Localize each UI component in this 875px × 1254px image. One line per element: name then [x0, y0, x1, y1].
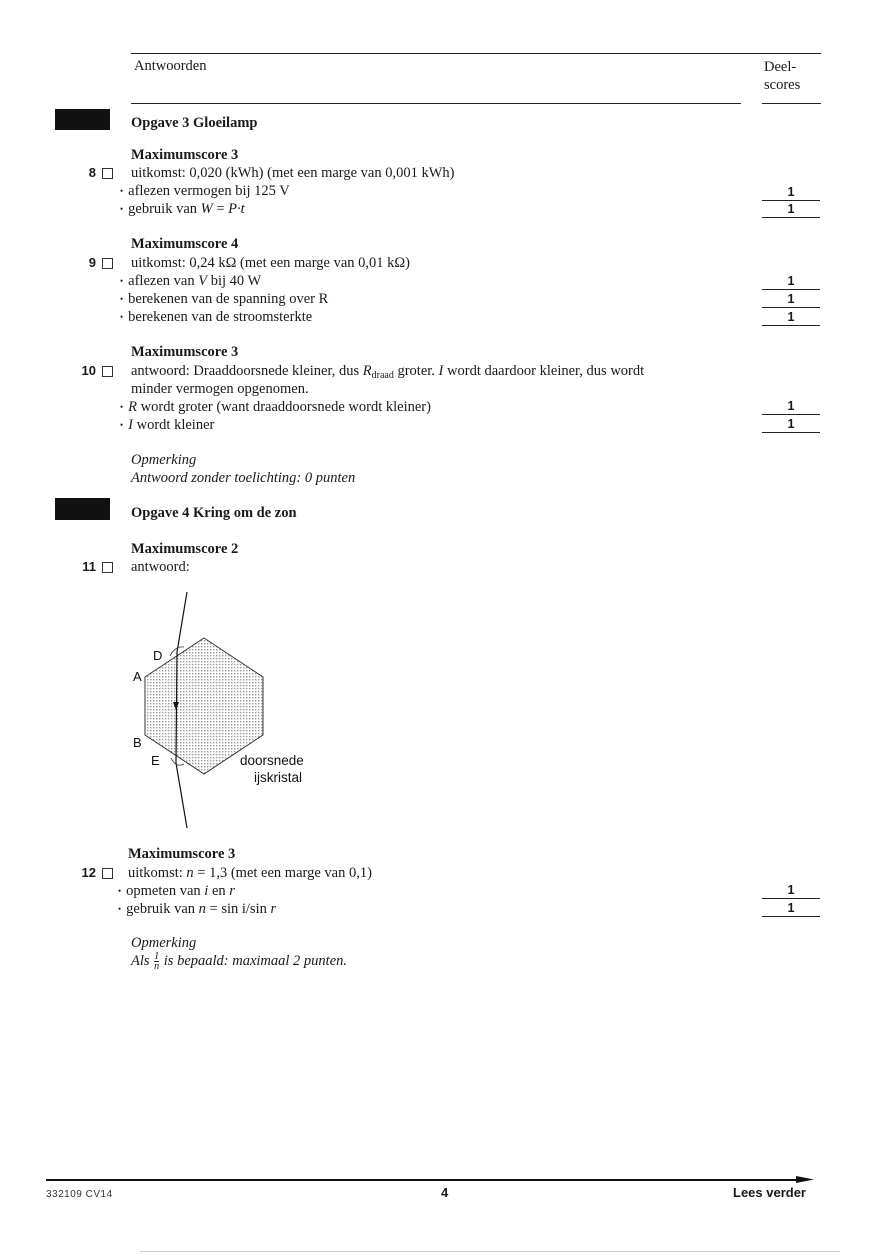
q10-checkbox	[102, 366, 113, 377]
caption-ijskristal: ijskristal	[254, 770, 303, 785]
q9-bullet-3: • berekenen van de stroomsterkte	[120, 308, 312, 327]
q8-bullet-2: • gebruik van W = P·t	[120, 200, 245, 219]
q10-bullet-2: • I wordt kleiner	[120, 416, 214, 435]
label-b: B	[133, 735, 142, 750]
q10-score-2: 1	[762, 417, 820, 433]
q10-maximumscore: Maximumscore 3	[131, 344, 239, 360]
top-rule	[131, 53, 821, 54]
q12-bullet-2: • gebruik van n = sin i/sin r	[118, 900, 276, 919]
footer-page-number: 4	[441, 1185, 449, 1200]
label-e: E	[151, 753, 160, 768]
q8-uitkomst: uitkomst: 0,020 (kWh) (met een marge van 0,001 kWh)	[131, 165, 455, 181]
footer-rule	[46, 1179, 806, 1181]
incident-ray	[177, 592, 187, 652]
q12-checkbox	[102, 868, 113, 879]
q9-checkbox	[102, 258, 113, 269]
q10-antwoord-line-2: minder vermogen opgenomen.	[131, 381, 309, 397]
exit-ray	[176, 763, 187, 828]
section-marker-3	[55, 109, 110, 130]
q8-number: 8	[88, 165, 96, 180]
q11-number: 11	[82, 559, 96, 574]
q8-bullet-1: • aflezen vermogen bij 125 V	[120, 182, 290, 201]
q12-opmerking: Opmerking	[131, 935, 197, 951]
q12-score-1: 1	[762, 883, 820, 899]
q8-score-1: 1	[762, 185, 820, 201]
section-marker-4	[55, 498, 110, 520]
footer-lees-verder: Lees verder	[733, 1185, 806, 1200]
q10-opmerking: Opmerking	[131, 452, 197, 468]
one-over-n-fraction: $\frac{1}{n}$	[154, 951, 160, 973]
header-rule-left	[131, 103, 741, 104]
q11-antwoord: antwoord:	[131, 559, 190, 575]
label-a: A	[133, 669, 142, 684]
q9-maximumscore: Maximumscore 4	[131, 236, 239, 252]
caption-doorsnede: doorsnede	[240, 753, 304, 768]
q12-bullet-1: • opmeten van i en r	[118, 882, 235, 901]
q9-score-1: 1	[762, 274, 820, 290]
q9-score-2: 1	[762, 292, 820, 308]
section-title-4: Opgave 4 Kring om de zon	[131, 505, 297, 521]
q9-uitkomst: uitkomst: 0,24 kΩ (met een marge van 0,01 kΩ)	[131, 255, 411, 271]
q8-maximumscore: Maximumscore 3	[131, 147, 239, 163]
q8-score-2: 1	[762, 202, 820, 218]
q9-number: 9	[88, 255, 96, 270]
q9-bullet-1: • aflezen van V bij 40 W	[120, 272, 261, 291]
q9-bullet-2: • berekenen van de spanning over R	[120, 290, 328, 309]
section-title-3: Opgave 3 Gloeilamp	[131, 115, 258, 131]
header-deelscores-2: scores	[764, 77, 801, 93]
label-d: D	[153, 648, 163, 663]
q10-score-1: 1	[762, 399, 820, 415]
header-antwoorden: Antwoorden	[134, 58, 207, 74]
q12-opmerking-text: Als $\frac{1}{n}$ is bepaald: maximaal 2 punten.	[131, 951, 348, 973]
q9-score-3: 1	[762, 310, 820, 326]
q12-number: 12	[81, 865, 96, 880]
footer-code: 332109 CV14	[46, 1189, 113, 1200]
q10-opmerking-text: Antwoord zonder toelichting: 0 punten	[131, 470, 356, 486]
ice-crystal-diagram	[120, 580, 340, 840]
q11-checkbox	[102, 562, 113, 573]
q10-bullet-1: • R wordt groter (want draaddoorsnede wordt kleiner)	[120, 398, 431, 417]
q10-antwoord-line-1: antwoord: Draaddoorsnede kleiner, dus $R_{draad}$ groter. I wordt daardoor kleiner, dus wordt	[131, 363, 645, 381]
header-rule-right	[762, 103, 821, 104]
q12-uitkomst: uitkomst: n = 1,3 (met een marge van 0,1)	[128, 865, 372, 881]
q8-checkbox	[102, 168, 113, 179]
bottom-edge-rule	[140, 1251, 840, 1252]
header-deelscores-1: Deel-	[764, 59, 797, 75]
q10-number: 10	[81, 363, 96, 378]
q12-score-2: 1	[762, 901, 820, 917]
q12-maximumscore: Maximumscore 3	[128, 846, 236, 862]
q11-maximumscore: Maximumscore 2	[131, 541, 239, 557]
